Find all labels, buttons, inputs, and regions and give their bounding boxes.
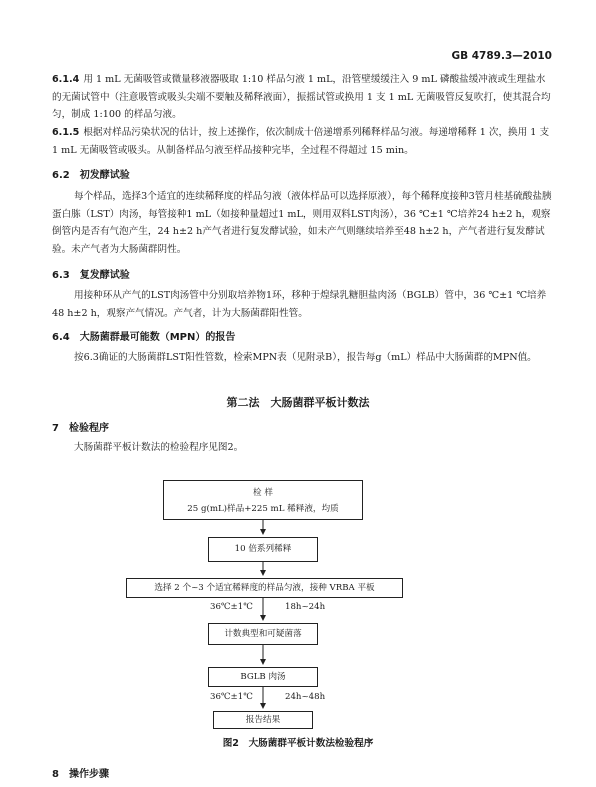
flow-box-dilution: 10 倍系列稀释 [208, 537, 318, 562]
flow-box-count: 计数典型和可疑菌落 [208, 623, 318, 645]
flow-box-sample-detail: 25 g(mL)样品+225 mL 稀释液，均质 [187, 504, 339, 514]
flow-box-bglb: BGLB 肉汤 [208, 667, 318, 687]
heading-7: 7 检验程序 [52, 423, 109, 434]
figure-caption: 图2 大肠菌群平板计数法检验程序 [222, 738, 374, 749]
paragraph-6-2: 每个样品，选择3个适宜的连续稀释度的样品匀液（液体样品可以选择原液），每个稀释度接种3管月桂基硫酸盐胰蛋白胨（LST）肉汤，每管接种1 mL（如接种量超过1 mL，则用双料LST肉汤），36 ℃±1 ℃培养24 h±2 h，观察倒管内是否有气泡产生，24 h±2 h产气者进行复发酵试验，如未产气则继续培养至48 h±2 h，产气者进行复发酵试验。未产气者为大肠菌群阴性。 [52, 191, 552, 255]
heading-6-4: 6.4 大肠菌群最可能数（MPN）的报告 [52, 332, 236, 343]
standard-code: GB 4789.3—2010 [451, 50, 552, 62]
clause-text: 用 1 mL 无菌吸管或微量移液器吸取 1:10 样品匀液 1 mL，沿管壁缓缓注入 9 mL 磷酸盐缓冲液或生理盐水的无菌试管中（注意吸管或吸头尖端不要触及稀释液面），振摇试管或换用 1 支 1 mL 无菌吸管反复吹打，使其混合均匀，制成 1:100 的样品匀液。 [52, 74, 551, 120]
flow-box-inoculate: 选择 2 个~3 个适宜稀释度的样品匀液，接种 VRBA 平板 [126, 578, 403, 598]
flow-box-report: 报告结果 [213, 711, 313, 729]
heading-8: 8 操作步骤 [52, 769, 109, 780]
flow-box-sample [163, 480, 363, 520]
clause-text: 根据对样品污染状况的估计，按上述操作，依次制成十倍递增系列稀释样品匀液。每递增稀释 1 次，换用 1 支 1 mL 无菌吸管或吸头。从制备样品匀液至样品接种完毕，全过程不得超过 15 min。 [52, 127, 550, 156]
flow-box-sample-title: 检 样 [253, 488, 273, 498]
condition-temp-2: 36℃±1℃ [210, 692, 253, 702]
method-title: 第二法 大肠菌群平板计数法 [226, 396, 370, 409]
paragraph-6-4: 按6.3确证的大肠菌群LST阳性管数，检索MPN表（见附录B），报告每g（mL）样品中大肠菌群的MPN值。 [74, 352, 537, 363]
clause-number: 6.1.4 [52, 74, 80, 85]
condition-time-2: 24h~48h [285, 692, 326, 702]
heading-6-2: 6.2 初发酵试验 [52, 170, 130, 181]
paragraph-6-3: 用接种环从产气的LST肉汤管中分别取培养物1环，移种于煌绿乳糖胆盐肉汤（BGLB）管中，36 ℃±1 ℃培养48 h±2 h，观察产气情况。产气者，计为大肠菌群阳性管。 [52, 290, 547, 319]
clause-number: 6.1.5 [52, 127, 80, 138]
paragraph-7: 大肠菌群平板计数法的检验程序见图2。 [74, 442, 244, 453]
heading-6-3: 6.3 复发酵试验 [52, 270, 130, 281]
condition-time-1: 18h~24h [285, 602, 326, 612]
condition-temp-1: 36℃±1℃ [210, 602, 253, 612]
